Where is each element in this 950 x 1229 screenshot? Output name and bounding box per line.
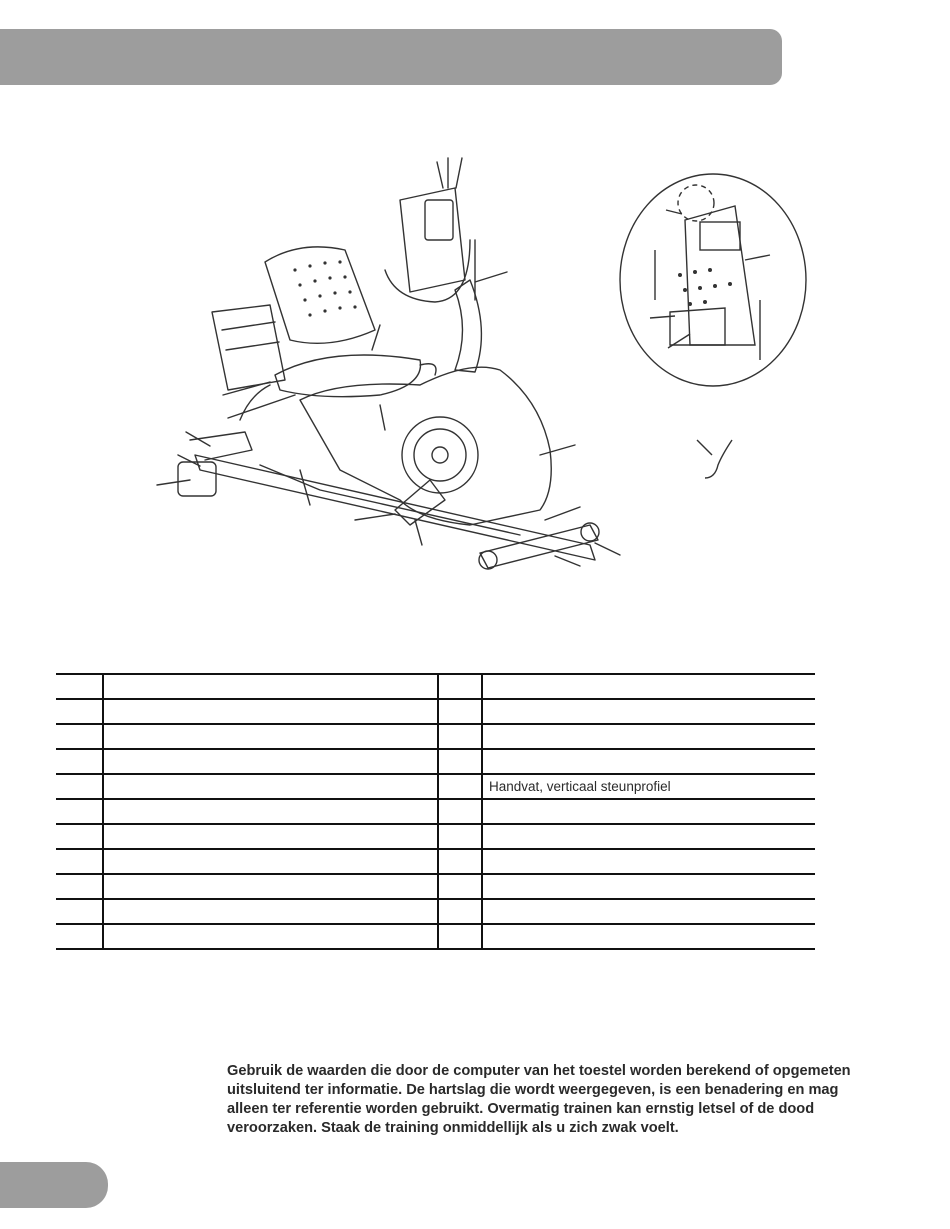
part-label-handlebar: Handvat, verticaal steunprofiel (482, 774, 815, 799)
table-row (56, 849, 815, 874)
table-row (56, 799, 815, 824)
parts-table (56, 673, 815, 950)
seat-cushion (275, 355, 421, 397)
table-row (56, 874, 815, 899)
console-detail-inset (620, 174, 806, 386)
front-stabilizer (480, 525, 598, 568)
console-mast (455, 280, 481, 372)
power-cord (705, 440, 732, 478)
table-row (56, 699, 815, 724)
header-bar (0, 29, 782, 85)
bike-illustration (150, 150, 810, 580)
table-row (56, 899, 815, 924)
table-row (56, 674, 815, 699)
table-row (56, 924, 815, 949)
table-row (56, 774, 815, 799)
table-row (56, 724, 815, 749)
warning-text: Gebruik de waarden die door de computer van het toestel worden berekend of opgemeten uitsluitend ter informatie. De hartslag die wordt weergegeven, is een benadering en mag alleen ter referentie worden gebruikt. Overmatig trainen kan ernstig letsel of de dood veroorzaken. Staak de training onmiddellijk als u zich zwak voelt. (227, 1062, 851, 1136)
seat-rail (212, 305, 285, 390)
table-row (56, 749, 815, 774)
table-row (56, 824, 815, 849)
page-number-tab (0, 1162, 108, 1208)
rear-stabilizer (178, 462, 216, 496)
